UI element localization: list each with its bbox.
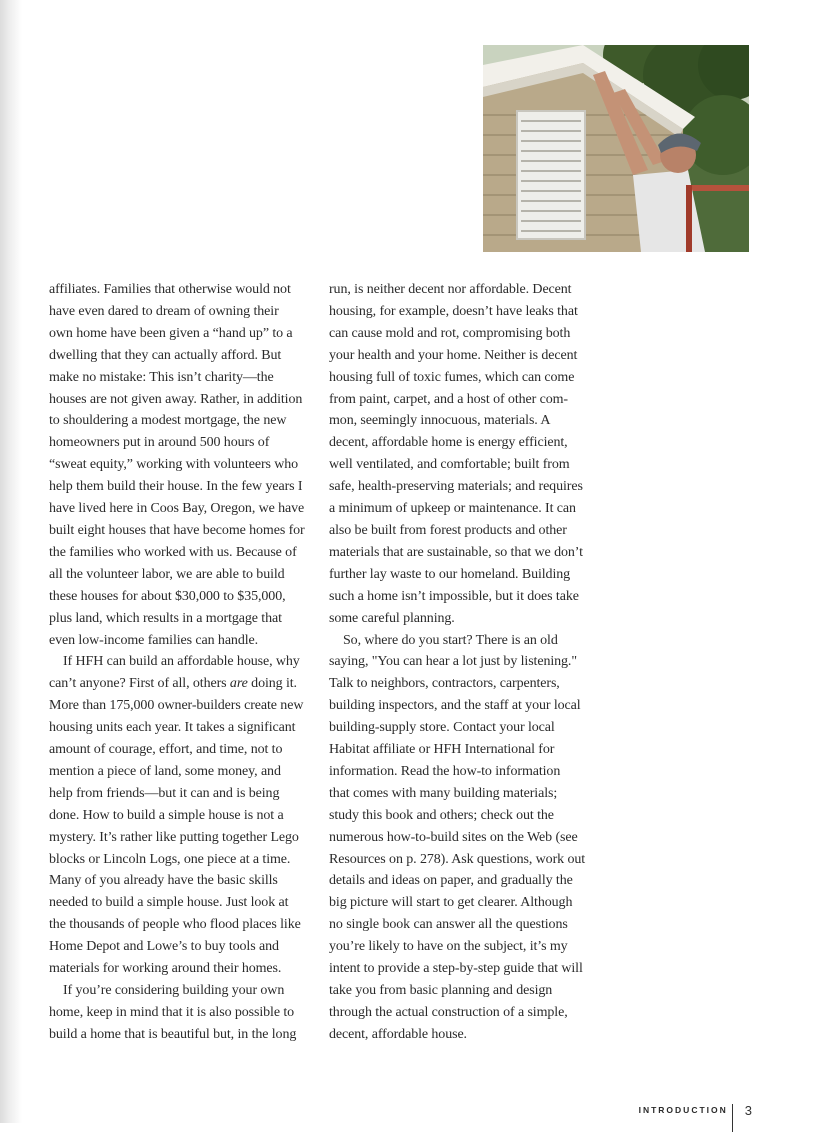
text-line: intent to provide a step-by-step guide that will	[329, 961, 583, 977]
text-line: Home Depot and Lowe’s to buy tools and	[49, 939, 279, 955]
text-line: saying, "You can hear a lot just by listening."	[329, 654, 577, 670]
text-line: mention a piece of land, some money, and	[49, 763, 281, 779]
text-line: help them build their house. In the few years I	[49, 479, 303, 495]
text-line: housing full of toxic fumes, which can come	[329, 369, 575, 385]
text-line: help from friends—but it can and is being	[49, 785, 280, 801]
text-line: If you’re considering building your own	[63, 983, 285, 998]
text-line: blocks or Lincoln Logs, one piece at a time.	[49, 851, 291, 867]
text-line: Resources on p. 278). Ask questions, work out	[329, 851, 586, 867]
text-line: own home have been given a “hand up” to a	[49, 325, 293, 341]
text-line: no single book can answer all the questions	[329, 917, 568, 933]
footer-divider	[732, 1104, 733, 1132]
text-line: have even dared to dream of owning their	[49, 303, 279, 319]
left-text-column	[49, 279, 315, 1046]
text-line: needed to build a simple house. Just look at	[49, 895, 289, 911]
text-line: the families who worked with us. Because of	[49, 544, 297, 560]
text-line: build a home that is beautiful but, in the long	[49, 1026, 297, 1042]
emphasis-word: are	[229, 676, 248, 692]
house-siding-vent-photo-icon	[483, 45, 749, 252]
text-line: houses are not given away. Rather, in addition	[49, 391, 303, 407]
text-line: mystery. It’s rather like putting together Lego	[49, 829, 299, 845]
text-line: materials that are sustainable, so that we don’t	[329, 544, 583, 560]
text-line: well ventilated, and comfortable; built from	[329, 457, 570, 473]
text-line: dwelling that they can actually afford. But	[49, 347, 282, 363]
text-line: numerous how-to-build sites on the Web (see	[329, 829, 578, 845]
text-line: through the actual construction of a simple,	[329, 1004, 568, 1020]
text-line-with-emphasis	[49, 673, 315, 695]
text-line: building-supply store. Contact your local	[329, 720, 555, 736]
text-line: information. Read the how-to information	[329, 763, 561, 779]
text-line: to shouldering a modest mortgage, the new	[49, 413, 287, 429]
text-line: safe, health-preserving materials; and requires	[329, 479, 583, 495]
text-line: make no mistake: This isn’t charity—the	[49, 369, 274, 385]
text-line: housing, for example, doesn’t have leaks that	[329, 303, 578, 319]
text-line: these houses for about $30,000 to $35,000,	[49, 588, 286, 604]
text-span: can’t anyone? First of all, others	[49, 676, 230, 692]
text-line: Talk to neighbors, contractors, carpenters,	[329, 676, 560, 692]
text-line: some careful planning.	[329, 610, 455, 626]
text-line: amount of courage, effort, and time, not to	[49, 742, 283, 758]
text-line: all the volunteer labor, we are able to build	[49, 566, 285, 582]
text-line: such a home isn’t impossible, but it does take	[329, 588, 579, 604]
house-siding-photo	[483, 45, 749, 252]
page-gutter-shadow	[0, 0, 22, 1123]
text-line: built eight houses that have become homes for	[49, 522, 305, 538]
text-line: More than 175,000 owner-builders create new	[49, 698, 304, 714]
text-line: have lived here in Coos Bay, Oregon, we have	[49, 501, 305, 517]
text-line: run, is neither decent nor affordable. Decent	[329, 282, 572, 297]
text-line: that comes with many building materials;	[329, 785, 558, 801]
text-line: the thousands of people who flood places like	[49, 917, 301, 933]
right-text-column	[329, 279, 599, 1046]
text-line: your health and your home. Neither is decent	[329, 347, 578, 363]
text-line: big picture will start to get clearer. Although	[329, 895, 573, 911]
text-line: home, keep in mind that it is also possible to	[49, 1004, 295, 1020]
text-line: also be built from forest products and other	[329, 522, 567, 538]
section-label: INTRODUCTION	[638, 1105, 728, 1115]
text-line: “sweat equity,” working with volunteers who	[49, 457, 299, 473]
text-line: you’re likely to have on the subject, it’s my	[329, 939, 568, 955]
text-line: plus land, which results in a mortgage that	[49, 610, 282, 626]
text-line: from paint, carpet, and a host of other com-	[329, 391, 568, 407]
text-line: decent, affordable home is energy efficient,	[329, 435, 568, 451]
text-line: building inspectors, and the staff at your local	[329, 698, 581, 714]
page-footer	[639, 1096, 752, 1124]
page-number: 3	[744, 1102, 752, 1118]
text-line: affiliates. Families that otherwise would not	[49, 282, 291, 297]
text-line: materials for working around their homes.	[49, 961, 282, 977]
text-line: mon, seemingly innocuous, materials. A	[329, 413, 551, 429]
text-line: homeowners put in around 500 hours of	[49, 435, 270, 451]
text-line: If HFH can build an affordable house, why	[63, 654, 300, 670]
text-line: study this book and others; check out the	[329, 807, 554, 823]
text-line: decent, affordable house.	[329, 1026, 467, 1042]
text-line: a minimum of upkeep or maintenance. It can	[329, 501, 576, 517]
text-line: So, where do you start? There is an old	[343, 632, 558, 648]
text-line: take you from basic planning and design	[329, 983, 553, 998]
text-span: doing it.	[247, 676, 297, 692]
text-line: housing units each year. It takes a significant	[49, 720, 296, 736]
text-line: Habitat affiliate or HFH International for	[329, 742, 555, 758]
text-line: can cause mold and rot, compromising both	[329, 325, 571, 341]
text-line: Many of you already have the basic skills	[49, 873, 278, 889]
text-line: further lay waste to our homeland. Building	[329, 566, 571, 582]
text-line: details and ideas on paper, and gradually the	[329, 873, 573, 889]
text-line: done. How to build a simple house is not a	[49, 807, 284, 823]
text-line: even low-income families can handle.	[49, 632, 259, 648]
